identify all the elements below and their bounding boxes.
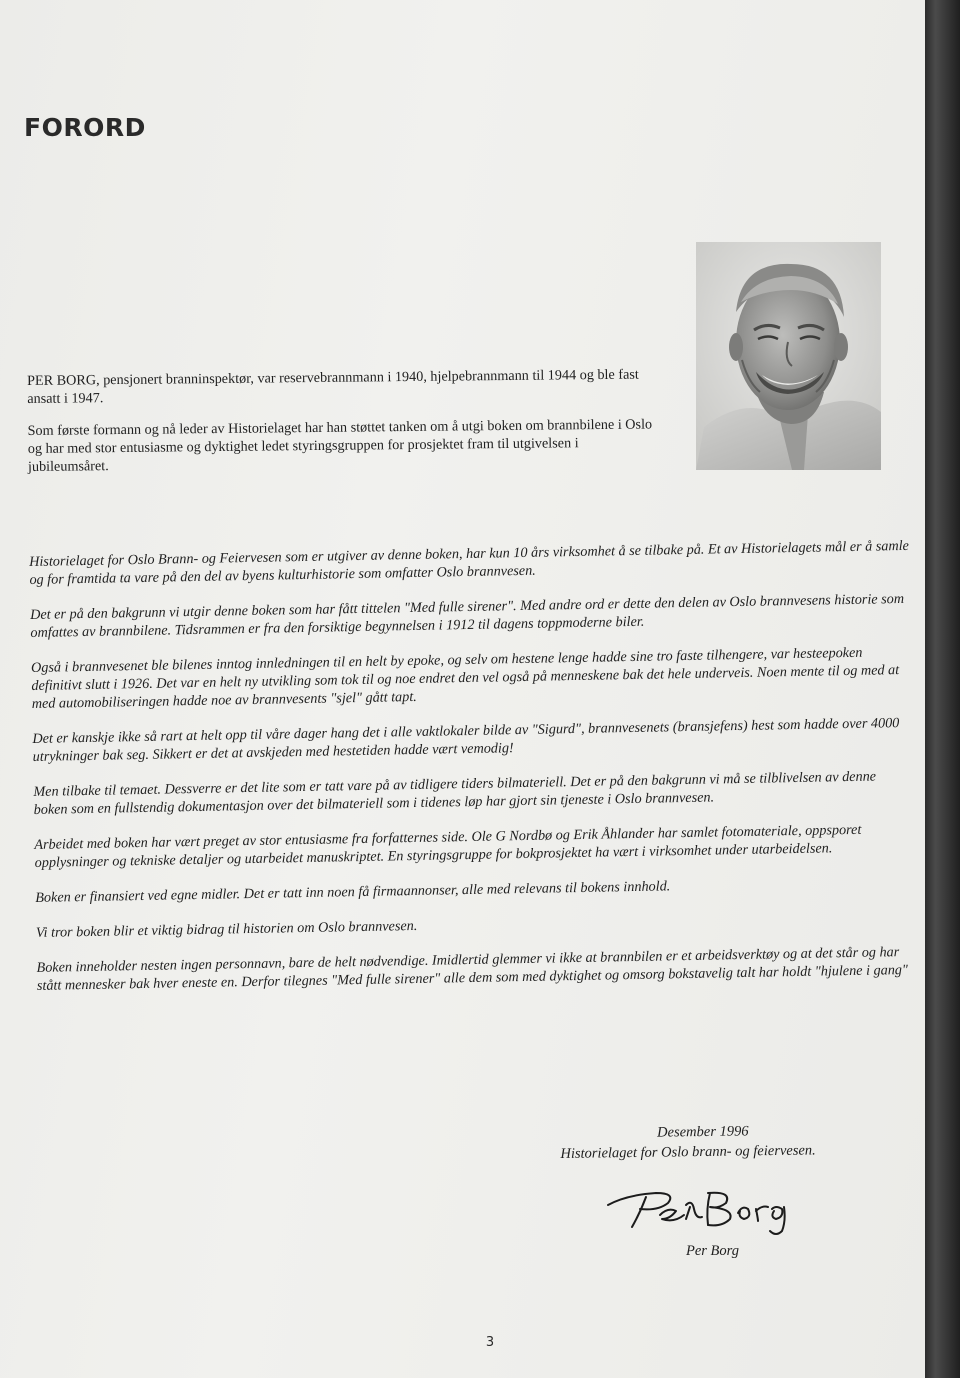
page-title: FORORD [24,113,146,142]
handwritten-signature [606,1185,802,1237]
body-paragraph: Det er på den bakgrunn vi utgir denne boken som har fått tittelen "Med fulle sirener". Med andre ord er dette den delen av Oslo brannvesens historie som omfattes av brannbilene. Tidsrammen er fra den forsiktige begynnelsen i 1912 til dagens toppmoderne biler. [29,590,905,641]
body-paragraph: Også i brannvesenet ble bilenes inntog innledningen til en helt by epoke, og selv om hestene lenge hadde sine tro faste tilhengere, var hesteepoken definitivt slutt i 1926. Det var en helt ny utvikling som tok til og noe endret den vel også på menneskene bak det hele underveis. Noen mente til og med at med automobiliseringen hadde noe av brannvesents "sjel" gått tapt. [30,644,900,712]
body-paragraph: Boken er finansiert ved egne midler. Det er tatt inn noen få firmaannonser, alle med relevans til bokens innhold. [35,878,671,906]
portrait-photo [696,242,881,470]
closing-date: Desember 1996 [657,1123,749,1141]
signer-name: Per Borg [686,1243,740,1259]
body-paragraph: Arbeidet med boken har vært preget av stor entusiasme fra forfatternes side. Ole G Nordbø og Erik Åhlander har samlet fotomateriale, oppsporet opplysninger og tekniske detaljer og utarbeidet manuskriptet. En styringsgruppe for bokprosjektet ha vært i virksomhet under utarbeidelsen. [34,821,862,871]
body-paragraph: Boken inneholder nesten ingen personnavn, bare de helt nødvendige. Imidlertid glemmer vi ikke at brannbilen er et arbeidsverktøy og at det står og har stått mennesker bak hver eneste en. Derfor tilegnes "Med fulle sirener" alle dem som med dyktighet og omsorg bokstavelig talt har holdt "hjulene i gang" [36,944,909,994]
intro-paragraph: PER BORG, pensjonert branninspektør, var reservebrannmann i 1940, hjelpebrannmann til 1944 og ble fast ansatt i 1947. [27,366,639,407]
portrait-photo-image [696,242,881,470]
author-intro [27,365,658,490]
book-spine-edge [925,0,960,1378]
closing-block [560,1120,881,1164]
closing-organization: Historielaget for Oslo brann- og feiervesen. [560,1142,816,1162]
intro-paragraph: Som første formann og nå leder av Historielaget har han støttet tanken om å utgi boken om brannbilene i Oslo og har med stor entusiasme og dyktighet ledet styringsgruppen for prosjektet fram til utgivelsen i jubileumsåret. [27,416,653,475]
body-paragraph: Det er kanskje ikke så rart at helt opp til våre dager hang det i alle vaktlokaler bilde av "Sigurd", brannvesenets (bransjefens) hest som hadde over 4000 utrykninger bak seg. Sikkert er det at avskjeden med hestetiden hadde vært vemodig! [32,715,900,765]
body-paragraph: Historielaget for Oslo Brann- og Feiervesen som er utgiver av denne boken, har kun 10 års virksomhet å se tilbake på. Et av Historielagets mål er å samle og for framtida ta vare på den del av byens kulturhistorie som omfatter Oslo brannvesen. [29,537,910,588]
body-paragraph: Men tilbake til temaet. Dessverre er det lite som er tatt vare på av tidligere tiders bilmateriell. Det er på den bakgrunn vi må se tilblivelsen av denne boken som en fullstendig dokumentasjon over det bilmateriell som i tidenes løp har gjort sin tjeneste i Oslo brannvesen. [33,768,877,818]
page-number: 3 [485,1335,495,1350]
body-paragraph: Vi tror boken blir et viktig bidrag til historien om Oslo brannvesen. [35,917,418,941]
foreword-body [29,537,917,1012]
